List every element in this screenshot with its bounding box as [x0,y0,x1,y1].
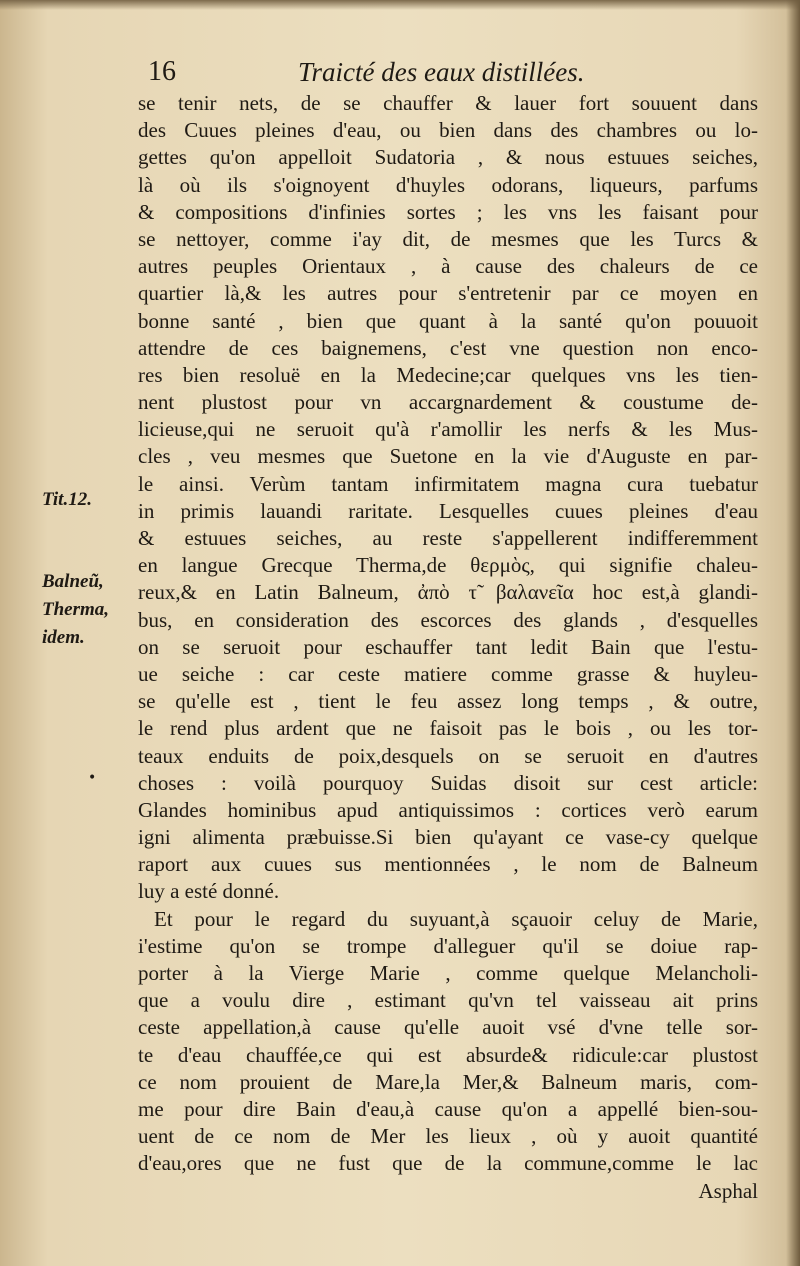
text-line: en langue Grecque Therma,de θερμὸς, qui signifie chaleu- [138,553,758,578]
page-header [148,52,748,92]
text-line: res bien resoluë en la Medecine;car quelques vns les tien- [138,362,758,387]
text-line: igni alimenta præbuisse.Si bien qu'ayant ce vase-cy quelque [138,825,758,850]
text-line: d'eau,ores que ne fust que de la commune,comme le lac [138,1151,758,1176]
text-line: luy a esté donné. [138,879,280,904]
text-line: se nettoyer, comme i'ay dit, de mesmes que les Turcs & [138,226,758,251]
text-line: uent de ce nom de Mer les lieux , où y auoit quantité [138,1124,758,1149]
text-line: Et pour le regard du suyuant,à sçauoir celuy de Marie, [154,906,758,931]
text-line: i'estime qu'on se trompe d'alleguer qu'il se doiue rap- [138,933,758,958]
margin-note-therma: Therma, [42,599,110,620]
text-line: in primis lauandi raritate. Lesquelles cuues pleines d'eau [138,498,758,523]
body-text [138,90,758,1205]
margin-dot: • [88,770,97,786]
running-title: Traicté des eaux distillées. [298,57,585,87]
text-line: licieuse,qui ne seruoit qu'à r'amollir les nerfs & les Mus- [138,417,758,442]
text-line: le rend plus ardent que ne faisoit pas le bois , ou les tor- [138,716,758,741]
text-line: autres peuples Orientaux , à cause des chaleurs de ce [138,254,758,279]
text-line: se tenir nets, de se chauffer & lauer fort souuent dans [138,91,758,115]
margin-note-balneum: Balneũ, [42,571,104,592]
text-line: que a voulu dire , estimant qu'vn tel vaisseau ait prins [138,988,758,1013]
margin-note-idem: idem. [42,627,85,648]
text-line: se qu'elle est , tient le feu assez long temps , & outre, [138,689,758,714]
text-line: reux,& en Latin Balneum, ἀπὸ τ̃ βαλανεῖα hoc est,à glandi- [138,580,758,605]
text-line: & compositions d'infinies sortes ; les vns les faisant pour [138,199,758,224]
text-line: bus, en consideration des escorces des glands , d'esquelles [138,607,758,632]
text-line: bonne santé , bien que quant à la santé qu'on pouuoit [138,308,758,333]
text-line: des Cuues pleines d'eau, ou bien dans des chambres ou lo- [138,118,758,143]
text-line: & estuues seiches, au reste s'appellerent indifferemment [138,526,758,550]
text-line: porter à la Vierge Marie , comme quelque Melancholi- [138,961,758,985]
text-line: ce nom prouient de Mare,la Mer,& Balneum maris, com- [138,1069,758,1094]
margin-note-title-ref: Tit.12. [42,489,92,510]
text-line: ceste appellation,à cause qu'elle auoit vsé d'vne telle sor- [138,1015,758,1040]
text-line: nent plustost pour vn accargnardement & coustume de- [138,390,758,415]
page-right-shadow [786,0,800,1266]
text-line: là où ils s'oignoyent d'huyles odorans, liqueurs, parfums [138,172,758,197]
text-line: cles , veu mesmes que Suetone en la vie d'Auguste en par- [138,444,758,469]
text-line: te d'eau chauffée,ce qui est absurde& ridicule:car plustost [138,1042,758,1067]
text-line: on se seruoit pour eschauffer tant ledit Bain que l'estu- [138,634,758,659]
text-line: me pour dire Bain d'eau,à cause qu'on a appellé bien-sou- [138,1096,758,1121]
text-line: ue seiche : car ceste matiere comme grasse & huyleu- [138,661,758,686]
page-top-shadow [0,0,800,10]
text-line: choses : voilà pourquoy Suidas disoit sur cest article: [138,770,758,795]
text-line: teaux enduits de poix,desquels on se seruoit en d'autres [138,743,758,768]
text-line: attendre de ces baignemens, c'est vne question non enco- [138,335,758,360]
page-number: 16 [148,56,176,87]
text-line: Glandes hominibus apud antiquissimos : cortices verò earum [138,797,758,822]
text-line: quartier là,& les autres pour s'entretenir par ce moyen en [138,281,758,306]
text-line: raport aux cuues sus mentionnées , le nom de Balneum [138,852,758,877]
text-line: le ainsi. Verùm tantam infirmitatem magna cura tuebatur [138,471,758,496]
catchword: Asphal [698,1178,758,1203]
text-line: gettes qu'on appelloit Sudatoria , & nous estuues seiches, [138,145,758,170]
